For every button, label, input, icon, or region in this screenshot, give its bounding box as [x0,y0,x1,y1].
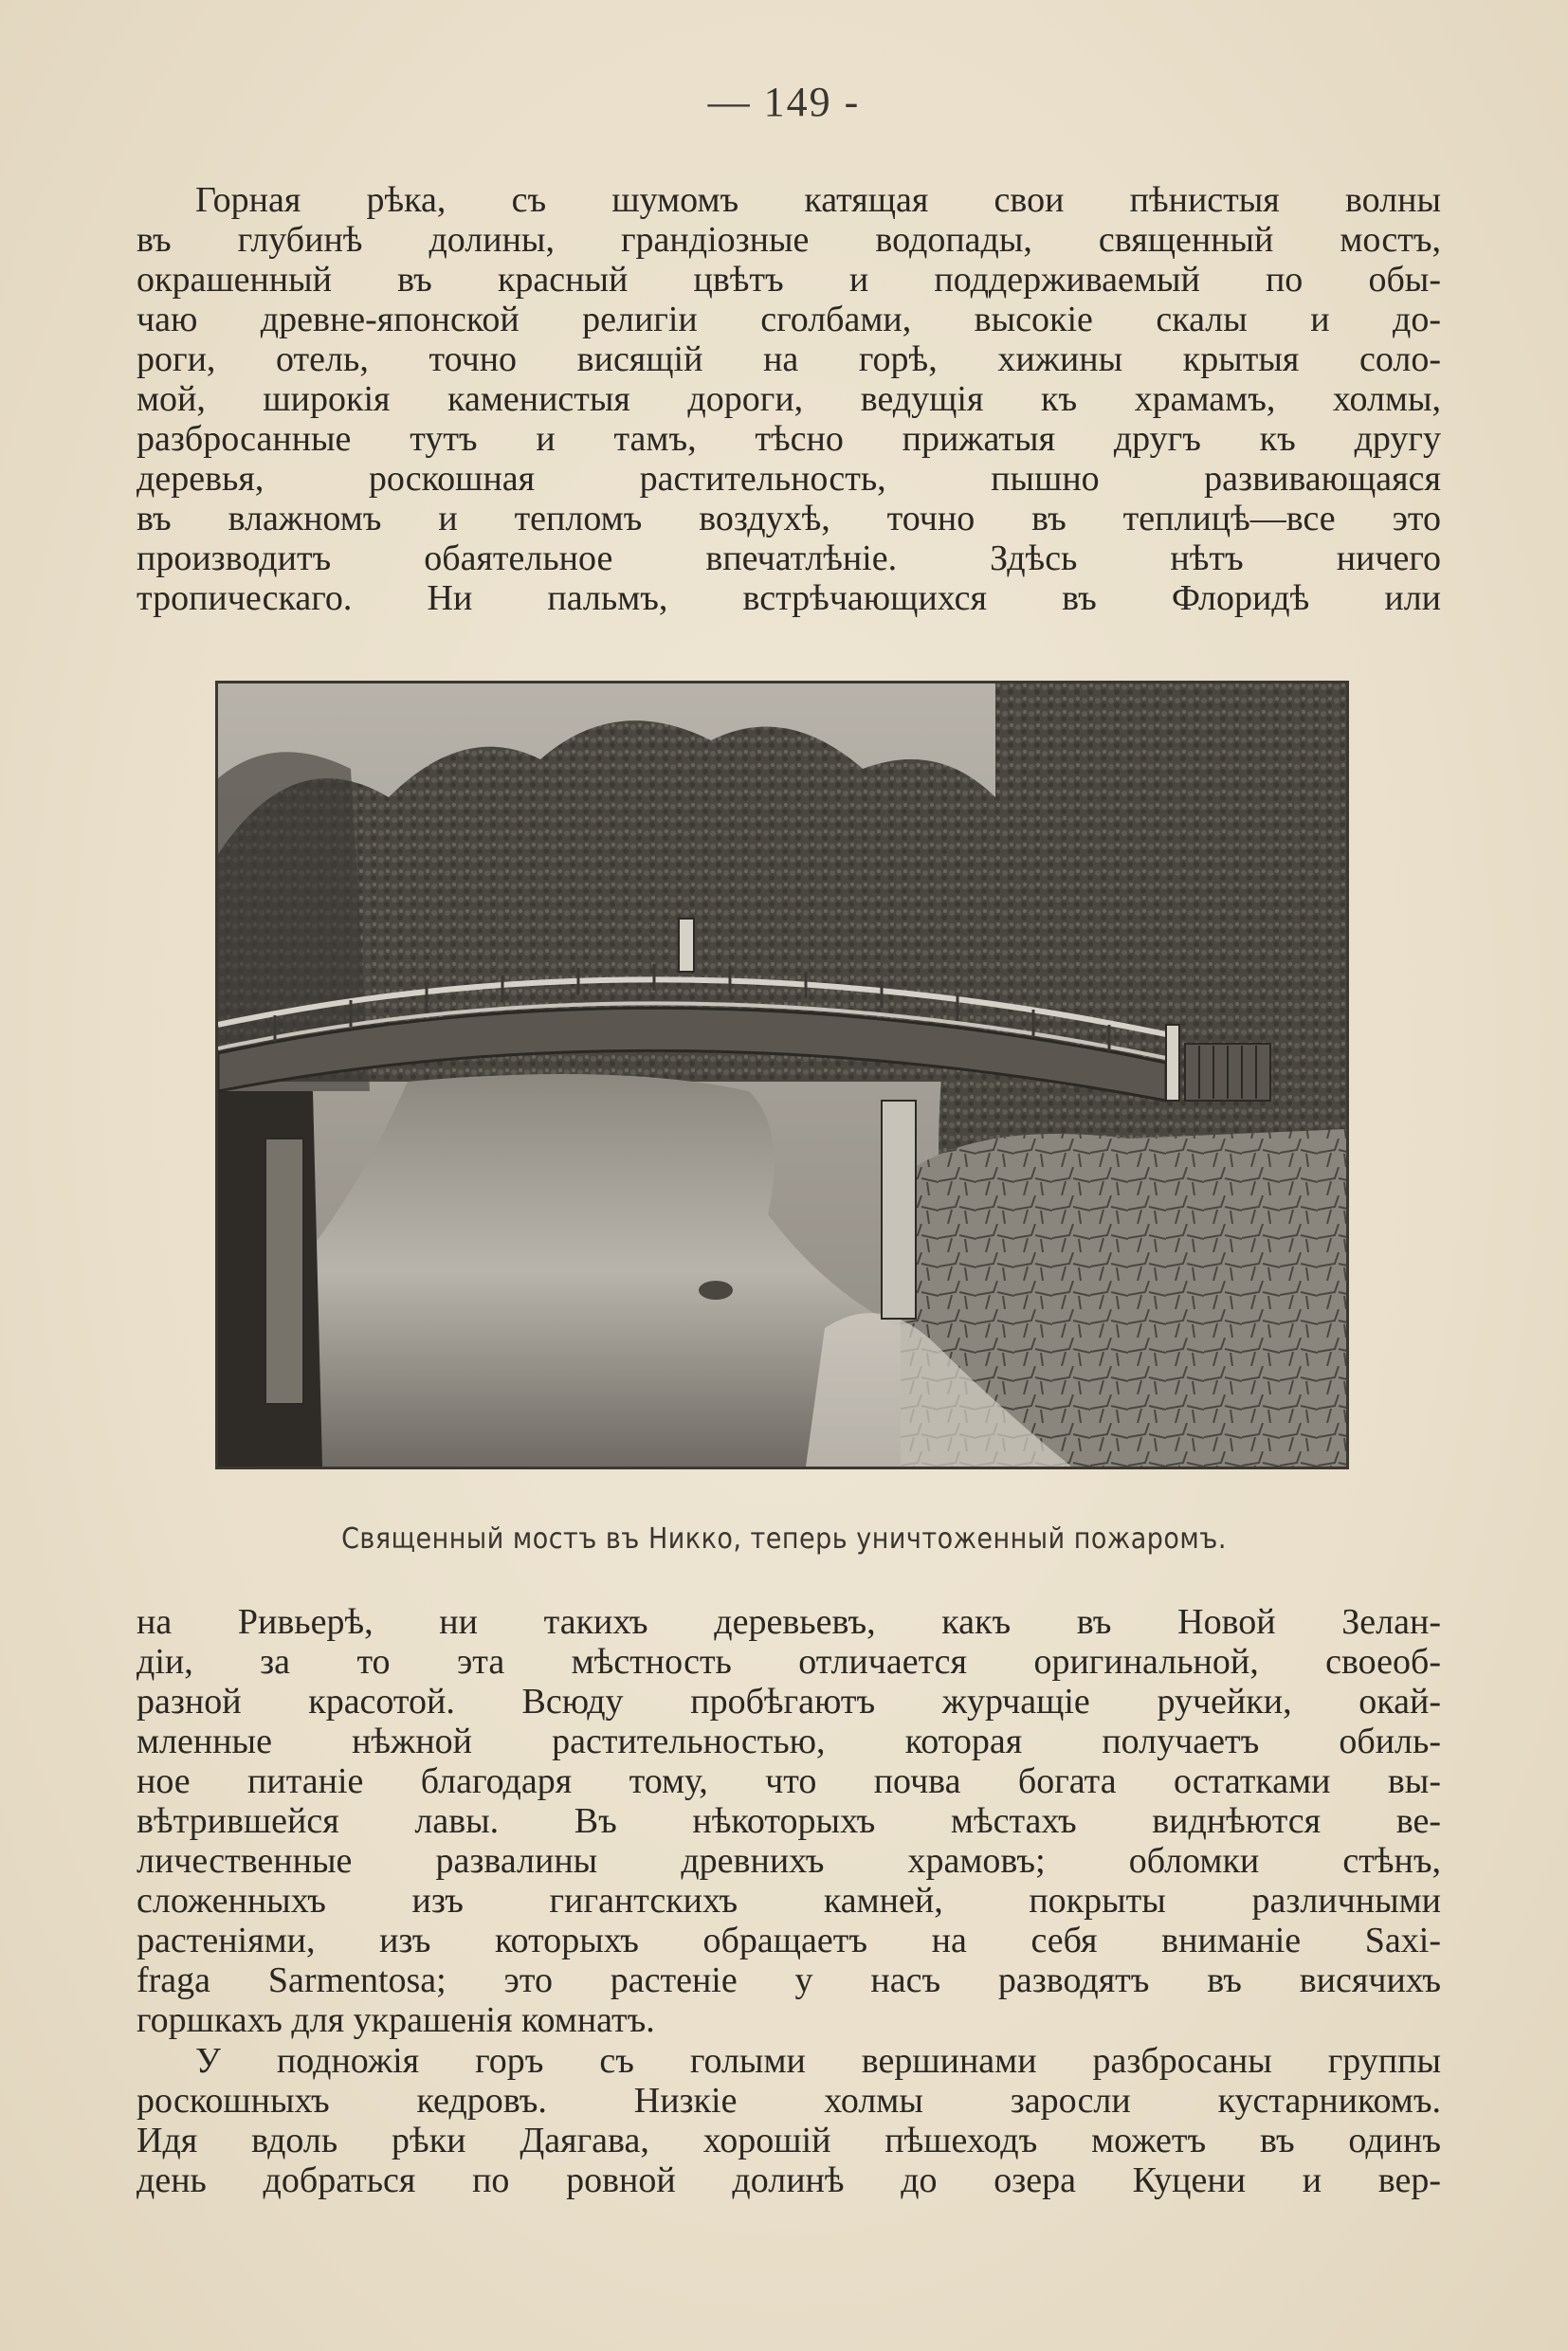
text-line: деревья, роскошная растительность, пышно развивающаяся [137,459,1441,499]
paragraph-2 [137,1602,1441,2040]
text-line: мленные нѣжной растительностью, которая получаетъ обиль- [137,1722,1441,1761]
bridge-photo-illustration [218,683,1346,1467]
text-line: день добраться по ровной долинѣ до озера Куцени и вер- [137,2160,1441,2200]
page-number: — 149 - [707,79,861,125]
text-line: Горная рѣка, съ шумомъ катящая свои пѣнистыя волны [195,180,1441,220]
text-line: окрашенный въ красный цвѣтъ и поддерживаемый по обы- [137,260,1441,300]
text-line: производитъ обаятельное впечатлѣніе. Здѣсь нѣтъ ничего [137,538,1441,578]
text-line: ное питаніе благодаря тому, что почва богата остатками вы- [137,1761,1441,1801]
text-line: Идя вдоль рѣки Даягава, хорошій пѣшеходъ можетъ въ одинъ [137,2121,1441,2160]
text-line: вѣтрившейся лавы. Въ нѣкоторыхъ мѣстахъ виднѣются ве- [137,1801,1441,1841]
text-line: на Ривьерѣ, ни такихъ деревьевъ, какъ въ Новой Зелан- [137,1602,1441,1642]
bridge-left-pier [265,1139,303,1404]
text-line: въ влажномъ и тепломъ воздухѣ, точно въ теплицѣ—все это [137,499,1441,538]
text-line: мой, широкія каменистыя дороги, ведущія къ храмамъ, холмы, [137,379,1441,419]
text-line: разбросанные тутъ и тамъ, тѣсно прижатыя другъ къ другу [137,419,1441,459]
bridge-center-post [679,919,694,972]
river-rock [699,1281,733,1300]
text-line: сложенныхъ изъ гигантскихъ камней, покрыты различными [137,1881,1441,1921]
text-line: роги, отель, точно висящій на горѣ, хижины крытыя соло- [137,339,1441,379]
bridge-pier [882,1101,916,1319]
text-line: тропическаго. Ни пальмъ, встрѣчающихся въ Флоридѣ или [137,578,1441,618]
text-line: горшкахъ для украшенія комнатъ. [137,2000,655,2040]
text-line: У подножія горъ съ голыми вершинами разбросаны группы [195,2041,1441,2081]
text-line: растеніями, изъ которыхъ обращаетъ на себя вниманіе Saxi- [137,1921,1441,1960]
text-line: разной красотой. Всюду пробѣгаютъ журчащіе ручейки, окай- [137,1682,1441,1722]
bridge-end-post [1166,1025,1179,1101]
text-line: личественные развалины древнихъ храмовъ; обломки стѣнъ, [137,1841,1441,1881]
figure-caption: Священный мостъ въ Никко, теперь уничтоженный пожаромъ. [341,1522,1227,1556]
paragraph-1 [137,180,1441,618]
paragraph-3 [137,2041,1441,2200]
text-line: чаю древне-японской религіи сголбами, высокіе скалы и до- [137,300,1441,339]
bridge-photograph [215,681,1349,1469]
text-line: fraga Sarmentosa; это растеніе у насъ разводятъ въ висячихъ [137,1960,1441,2000]
text-line: діи, за то эта мѣстность отличается оригинальной, своеоб- [137,1642,1441,1682]
text-line: роскошныхъ кедровъ. Низкіе холмы заросли кустарникомъ. [137,2081,1441,2121]
text-line: въ глубинѣ долины, грандіозные водопады, священный мостъ, [137,220,1441,260]
